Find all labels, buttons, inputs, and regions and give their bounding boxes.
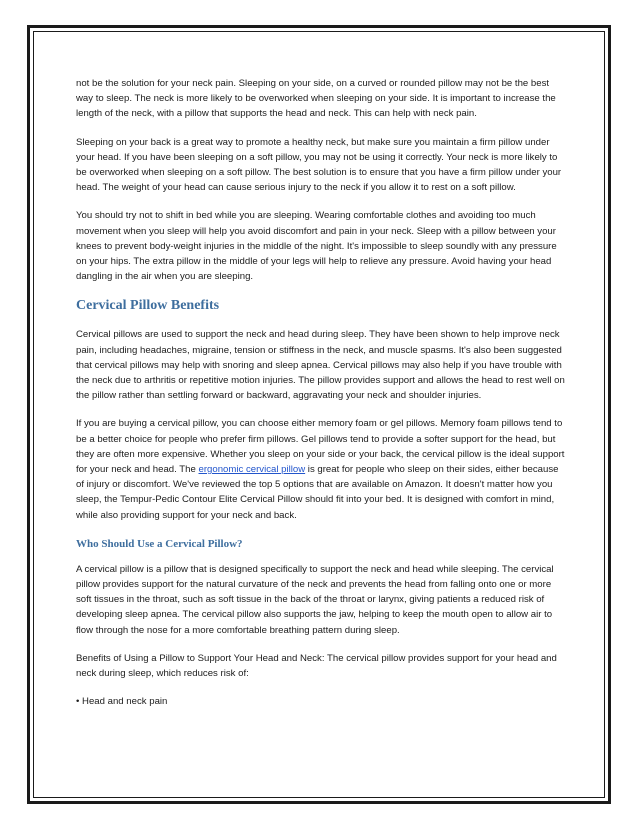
paragraph: You should try not to shift in bed while you are sleeping. Wearing comfortable clothes and avoiding too much movement when you sleep will help you avoid discomfort and pain in your neck. Sleep with a pillow between your knees to prevent body-weight injuries in the middle of the night. It's impossible to sleep soundly with any pressure on your hips. The extra pillow in the middle of your legs will help to relieve any pressure. Avoid having your head dangling in the air when you are sleeping. bbox=[76, 210, 557, 283]
paragraph-text: is great for people who sleep on their sides, either because of injury or discomfort. We've reviewed the top 5 options that are available on Amazon. It doesn't matter how you sleep, the Tempur-Pedic Contour Elite Cervical Pillow should fit into your bed. It is designed with comfort in mind, while also providing support for your neck and back. bbox=[76, 464, 559, 521]
document-body bbox=[76, 76, 566, 723]
section-heading: Cervical Pillow Benefits bbox=[76, 298, 220, 314]
paragraph: A cervical pillow is a pillow that is designed specifically to support the neck and head while sleeping. The cervical pillow provides support for the natural curvature of the neck and prevents the head from falling onto one or more soft tissues in the throat, such as soft tissue in the back of the throat or larynx, giving patients a reduced risk of developing sleep apnea. The cervical pillow also supports the jaw, helping to keep the mouth open to allow air to flow through the nose for a more comfortable breathing pattern during sleep. bbox=[76, 563, 554, 636]
paragraph: Benefits of Using a Pillow to Support Your Head and Neck: The cervical pillow provides support for your head and neck during sleep, which reduces risk of: bbox=[76, 652, 557, 680]
bullet-item: • Head and neck pain bbox=[76, 696, 168, 708]
paragraph: Sleeping on your back is a great way to promote a healthy neck, but make sure you maintain a firm pillow under your head. If you have been sleeping on a soft pillow, you may not be using it correctly. Your neck is more likely to be overworked when sleeping on a soft pillow. The best solution is to ensure that you have a firm pillow under your head. The weight of your head can cause serious injury to the neck if you allow it to rest on a soft pillow. bbox=[76, 136, 562, 194]
paragraph: Cervical pillows are used to support the neck and head during sleep. They have been shown to help improve neck pain, including headaches, migraine, tension or stiffness in the neck, and muscle spasms. It's also been suggested that cervical pillows may help with snoring and sleep apnea. Cervical pillows may also help if you have trouble with the neck due to arthritis or repetitive motion injuries. The pillow provides support and allows the head to rest well on the pillow rather than settling forward or backward, aggravating your neck and shoulder injuries. bbox=[76, 329, 565, 402]
paragraph-text: If you are buying a cervical pillow, you can choose either memory foam or gel pillows. Memory foam pillows tend to be a better choice for people who prefer firm pillows. Gel pillows tend to provide a softer support for the head, but they are often more expensive. Whether you sleep on your side or your back, the cervical pillow is the ideal support for your neck and head. The bbox=[76, 418, 565, 476]
paragraph: not be the solution for your neck pain. Sleeping on your side, on a curved or rounded pillow may not be the best way to sleep. The neck is more likely to be overworked when sleeping on your side. It is important to increase the length of the neck, with a pillow that supports the head and neck. This can help with neck pain. bbox=[76, 78, 556, 120]
paragraph bbox=[76, 416, 566, 522]
ergonomic-cervical-pillow-link[interactable]: ergonomic cervical pillow bbox=[198, 464, 306, 476]
subsection-heading: Who Should Use a Cervical Pillow? bbox=[76, 537, 243, 550]
